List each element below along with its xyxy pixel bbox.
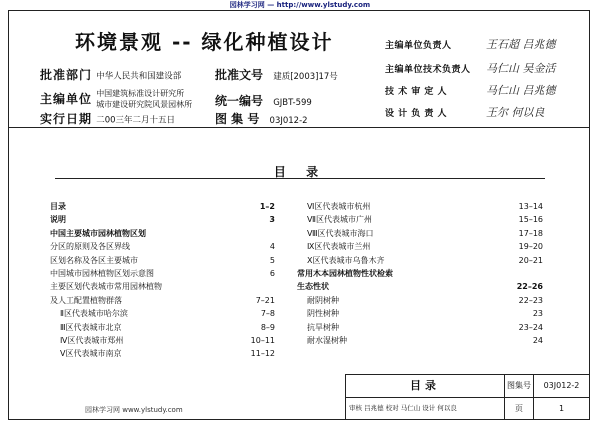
toc-entry-page: 22–23 — [518, 295, 543, 305]
date-label: 实行日期 — [40, 112, 93, 126]
toc-entry-text: Ⅳ区代表城市郑州 — [60, 335, 124, 345]
approval-doc-value: 建质[2003]17号 — [273, 72, 338, 82]
date-value: 二00三年二月十五日 — [96, 115, 176, 126]
toc-entry-page: 11–12 — [250, 349, 275, 359]
toc-right-column — [297, 200, 543, 347]
toc-entry — [297, 307, 543, 320]
toc-entry-text: Ⅹ区代表城市乌鲁木齐 — [307, 255, 385, 265]
toc-entry-text: Ⅶ区代表城市广州 — [307, 215, 372, 225]
atlas-number-label: 图 集 号 — [215, 112, 260, 126]
toc-entry — [297, 254, 543, 267]
toc-entry — [50, 213, 275, 226]
toc-entry-page: 23–24 — [518, 322, 543, 332]
title-block-atlas-label: 图集号 — [504, 374, 534, 398]
toc-entry-page: 19–20 — [518, 242, 543, 252]
toc-entry — [50, 267, 275, 280]
toc-entry-page: 17–18 — [518, 228, 543, 238]
toc-entry-text: 抗旱树种 — [307, 322, 339, 332]
toc-entry-text: 区划名称及各区主要城市 — [50, 255, 138, 265]
toc-entry — [297, 267, 543, 280]
editor-label: 主编单位 — [40, 91, 93, 106]
toc-entry-text: 分区的原则及各区界线 — [50, 242, 130, 252]
toc-entry-page: 13–14 — [518, 202, 543, 211]
title-block-page-value: 1 — [533, 397, 590, 420]
title-block — [345, 374, 590, 420]
approval-doc-row — [215, 66, 338, 83]
toc-entry-text: 常用木本园林植物性状检索 — [297, 268, 393, 278]
toc-entry-text: 主要区划代表城市常用园林植物 — [50, 282, 162, 292]
toc-entry-text: Ⅷ区代表城市海口 — [307, 228, 374, 238]
toc-entry — [297, 213, 543, 226]
toc-entry-page: 8–9 — [260, 322, 275, 332]
toc-entry-text: Ⅸ区代表城市兰州 — [307, 242, 371, 252]
toc-entry-text: 耐阴树种 — [307, 295, 339, 305]
toc-entry-page: 20–21 — [518, 255, 543, 265]
toc-entry-page: 15–16 — [518, 215, 543, 225]
toc-entry-page: 10–11 — [250, 335, 275, 345]
site-banner: 园林学习网 — http://www.ylstudy.com — [229, 1, 371, 9]
approval-dept-value: 中华人民共和国建设部 — [96, 71, 182, 82]
toc-entry-page: 24 — [532, 335, 543, 345]
footer-url: 园林学习网 www.ylstudy.com — [85, 406, 183, 414]
atlas-number-value: 03J012-2 — [269, 116, 308, 126]
toc-entry-page: 7–21 — [255, 295, 275, 305]
toc-entry-text: Ⅲ区代表城市北京 — [60, 322, 122, 332]
approval-dept-row — [40, 66, 181, 83]
toc-entry-text: 中国主要城市园林植物区划 — [50, 228, 146, 238]
toc-entry-page: 1–2 — [259, 202, 275, 211]
resp-editor-unit: 主编单位负责人 — [385, 41, 452, 51]
code-row — [215, 92, 312, 109]
signature-editor-tech: 马仁山 吴金活 — [486, 62, 556, 75]
resp-tech-review: 技 术 审 定 人 — [385, 87, 448, 97]
editor-row — [40, 88, 192, 110]
resp-editor-tech: 主编单位技术负责人 — [385, 65, 471, 75]
toc-entry — [50, 307, 275, 320]
signature-design-lead: 王尔 何以良 — [486, 106, 545, 119]
toc-entry-text: 说明 — [50, 215, 66, 225]
toc-entry — [50, 227, 275, 240]
toc-entry — [50, 334, 275, 347]
title-block-atlas-value: 03J012-2 — [533, 374, 590, 398]
toc-left-column — [50, 200, 275, 361]
toc-entry — [297, 321, 543, 334]
toc-entry — [297, 240, 543, 253]
code-label: 统一编号 — [215, 94, 264, 108]
resp-design-lead: 设 计 负 责 人 — [385, 109, 448, 119]
approval-dept-label: 批准部门 — [40, 68, 93, 82]
toc-entry — [297, 294, 543, 307]
editor-value-1: 中国建筑标准设计研究所 — [96, 89, 185, 98]
toc-entry — [50, 321, 275, 334]
signature-tech-review: 马仁山 吕兆德 — [486, 84, 556, 97]
toc-entry-text: 阴性树种 — [307, 309, 339, 319]
toc-entry — [50, 347, 275, 360]
editor-value-2: 城市建设研究院风景园林所 — [96, 100, 193, 109]
title-block-name: 目录 — [345, 374, 505, 398]
date-row — [40, 110, 175, 127]
toc-entry — [297, 200, 543, 213]
toc-title: 目 录 — [273, 165, 327, 179]
toc-entry — [297, 280, 543, 293]
toc-entry — [50, 254, 275, 267]
atlas-title: 环境景观 -- 绿化种植设计 — [75, 30, 334, 54]
signature-editor-unit: 王石超 吕兆德 — [486, 38, 556, 51]
editor-value — [96, 88, 192, 110]
header-block — [8, 10, 590, 128]
toc-divider — [55, 178, 545, 179]
toc-entry — [297, 227, 543, 240]
toc-entry-text: 目录 — [50, 202, 66, 211]
toc-entry-text: 耐水湿树种 — [307, 335, 347, 345]
toc-entry-page: 23 — [532, 309, 543, 319]
toc-entry — [297, 334, 543, 347]
toc-entry — [50, 240, 275, 253]
toc-entry — [50, 200, 275, 213]
toc-entry-text: 及人工配置植物群落 — [50, 295, 122, 305]
toc-entry — [50, 294, 275, 307]
toc-entry-text: 中国城市园林植物区划示意图 — [50, 268, 154, 278]
title-block-signoff: 审核 吕兆德 校对 马仁山 设计 何以良 — [345, 397, 505, 420]
toc-entry-text: 生态性状 — [297, 282, 329, 292]
toc-entry — [50, 280, 275, 293]
atlas-number-row — [215, 110, 308, 127]
code-value: GJBT-599 — [273, 98, 312, 108]
toc-entry-page: 5 — [269, 255, 275, 265]
toc-entry-page: 7–8 — [260, 309, 275, 319]
toc-entry-text: Ⅴ区代表城市南京 — [60, 349, 122, 359]
toc-entry-page: 6 — [269, 268, 275, 278]
approval-doc-label: 批准文号 — [215, 68, 264, 82]
toc-entry-text: Ⅵ区代表城市杭州 — [307, 202, 371, 211]
toc-entry-text: Ⅱ区代表城市哈尔滨 — [60, 309, 128, 319]
title-block-page-label: 页 — [504, 397, 534, 420]
toc-entry-page: 3 — [269, 215, 275, 225]
toc-entry-page: 22–26 — [516, 282, 543, 292]
toc-entry-page: 4 — [269, 242, 275, 252]
